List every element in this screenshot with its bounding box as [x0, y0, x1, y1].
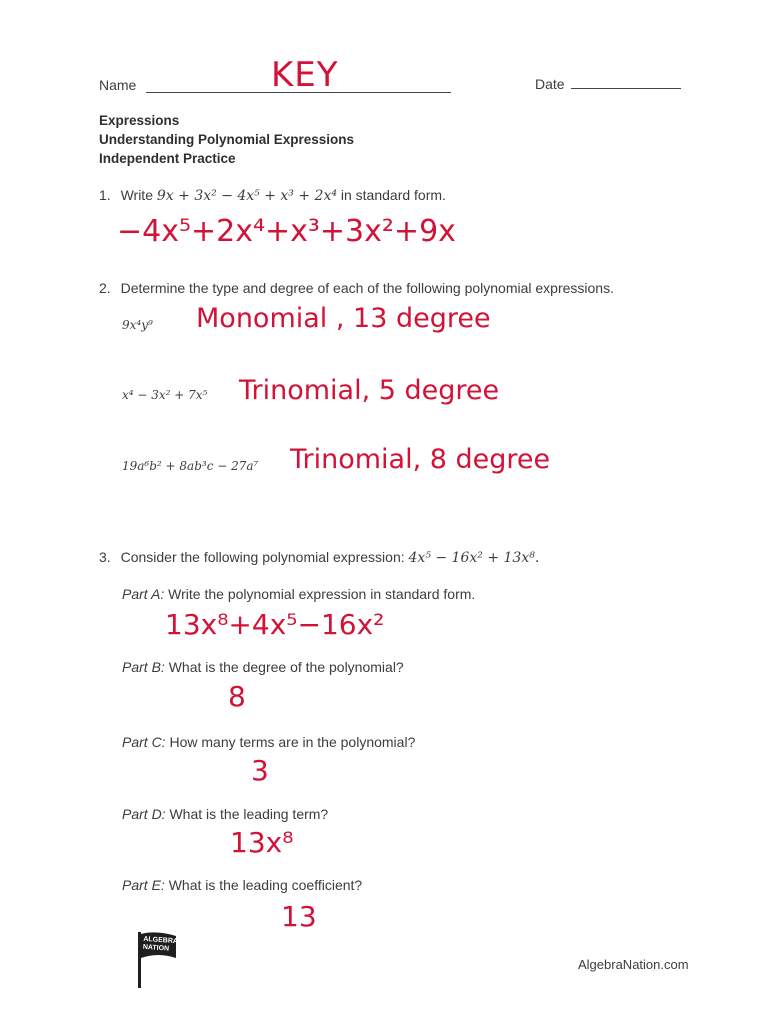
- logo-text: [142, 936, 178, 954]
- q2-expr-1: 9x⁴y⁹: [122, 318, 153, 332]
- q3-part-b: [122, 659, 404, 675]
- q3-part-a: [122, 586, 475, 602]
- q1-prompt: [99, 187, 446, 204]
- q2-answer-1: Monomial , 13 degree: [196, 303, 491, 334]
- date-line: [571, 88, 681, 89]
- q2-answer-2: Trinomial, 5 degree: [239, 375, 500, 406]
- q3-prompt: [99, 549, 539, 566]
- q3-part-b-answer: 8: [228, 680, 246, 713]
- title-understanding: Understanding Polynomial Expressions: [99, 132, 355, 147]
- q3-part-c-text: How many terms are in the polynomial?: [169, 734, 416, 750]
- q2-answer-3: Trinomial, 8 degree: [290, 444, 551, 475]
- q3-part-e-answer: 13: [281, 900, 317, 933]
- q3-part-e-label: Part E:: [122, 877, 165, 893]
- q3-part-d: [122, 806, 328, 822]
- q3-part-b-label: Part B:: [122, 659, 165, 675]
- q2-prompt: [99, 280, 614, 296]
- date-label: Date: [535, 76, 565, 92]
- q3-number: 3.: [99, 549, 111, 565]
- site-url: AlgebraNation.com: [578, 957, 689, 972]
- q2-expr-2: x⁴ − 3x² + 7x⁵: [122, 388, 208, 402]
- q3-part-d-label: Part D:: [122, 806, 166, 822]
- q3-part-d-answer: 13x⁸: [230, 826, 294, 859]
- q3-part-c-label: Part C:: [122, 734, 166, 750]
- name-label: Name: [99, 77, 137, 93]
- q3-part-b-text: What is the degree of the polynomial?: [168, 659, 404, 675]
- q1-prompt-post: in standard form.: [340, 187, 446, 203]
- q3-part-a-answer: 13x⁸+4x⁵−16x²: [165, 608, 385, 641]
- name-value: KEY: [271, 55, 339, 95]
- algebra-nation-logo: [136, 928, 180, 990]
- q3-part-a-text: Write the polynomial expression in standard form.: [168, 586, 476, 602]
- q1-answer: −4x⁵+2x⁴+x³+3x²+9x: [117, 214, 456, 249]
- q3-expression: 4x⁵ − 16x² + 13x⁸.: [408, 550, 540, 566]
- logo-text-top: ALGEBRA: [143, 935, 179, 946]
- q2-expr-3: 19a⁶b² + 8ab³c − 27a⁷: [122, 459, 259, 473]
- q1-expression: 9x + 3x² − 4x⁵ + x³ + 2x⁴: [156, 188, 337, 204]
- q1-prompt-pre: Write: [120, 187, 153, 203]
- q3-prompt-text: Consider the following polynomial expression:: [120, 549, 405, 565]
- q1-number: 1.: [99, 187, 111, 203]
- title-expressions: Expressions: [99, 113, 180, 128]
- q3-part-e-text: What is the leading coefficient?: [168, 877, 363, 893]
- q3-part-a-label: Part A:: [122, 586, 165, 602]
- q2-prompt-text: Determine the type and degree of each of the following polynomial expressions.: [120, 280, 614, 296]
- q3-part-d-text: What is the leading term?: [169, 806, 329, 822]
- title-independent: Independent Practice: [99, 151, 236, 166]
- q3-part-c-answer: 3: [251, 754, 269, 787]
- q2-number: 2.: [99, 280, 111, 296]
- q3-part-e: [122, 877, 362, 893]
- logo-text-bottom: NATION: [142, 943, 170, 953]
- q3-part-c: [122, 734, 415, 750]
